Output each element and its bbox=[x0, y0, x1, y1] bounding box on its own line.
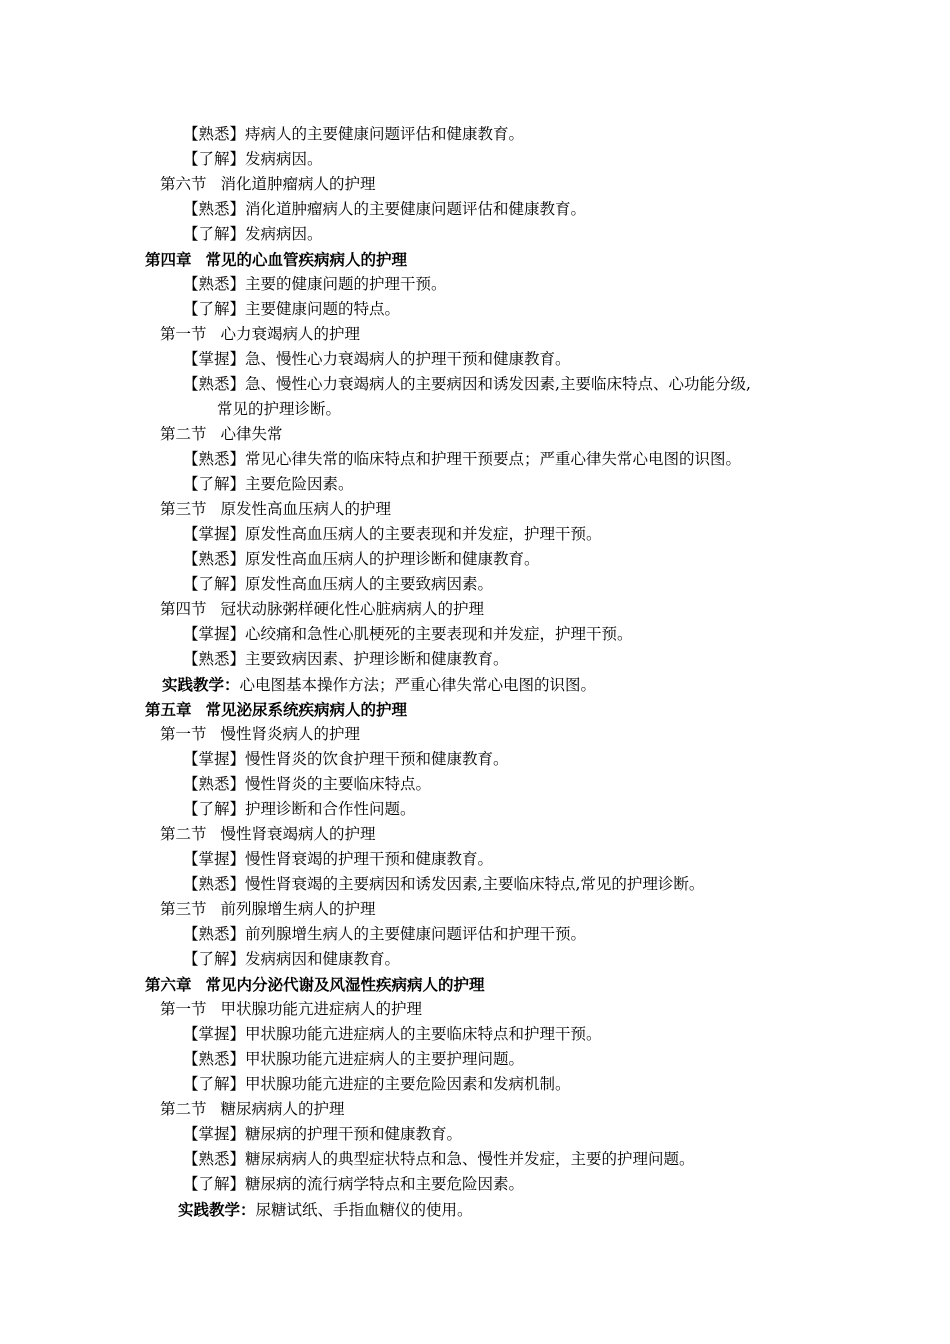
requirement-text: 痔病人的主要健康问题评估和健康教育。 bbox=[245, 125, 525, 143]
section-heading bbox=[0, 322, 950, 347]
requirement-tag: 【熟悉】 bbox=[183, 200, 246, 218]
requirement-text: 护理诊断和合作性问题。 bbox=[245, 800, 416, 818]
requirement-text: 慢性肾衰竭的主要病因和诱发因素,主要临床特点,常见的护理诊断。 bbox=[245, 875, 705, 893]
section-number: 第一节 bbox=[160, 725, 207, 743]
requirement-text: 原发性高血压病人的主要表现和并发症，护理干预。 bbox=[245, 525, 602, 543]
requirement-tag: 【了解】 bbox=[183, 950, 246, 968]
requirement-item bbox=[0, 1147, 950, 1172]
requirement-item bbox=[0, 522, 950, 547]
requirement-tag: 【了解】 bbox=[183, 475, 246, 493]
section-number: 第三节 bbox=[160, 500, 207, 518]
requirement-text: 发病病因和健康教育。 bbox=[245, 950, 401, 968]
requirement-item bbox=[0, 272, 950, 297]
requirement-text: 慢性肾炎的饮食护理干预和健康教育。 bbox=[245, 750, 509, 768]
requirement-tag: 【掌握】 bbox=[183, 350, 246, 368]
requirement-text: 主要的健康问题的护理干预。 bbox=[245, 275, 447, 293]
section-heading bbox=[0, 1097, 950, 1122]
section-heading bbox=[0, 497, 950, 522]
section-number: 第四节 bbox=[160, 600, 207, 618]
document-body bbox=[0, 122, 950, 1222]
requirement-text: 糖尿病病人的典型症状特点和急、慢性并发症，主要的护理问题。 bbox=[245, 1150, 695, 1168]
requirement-text: 急、慢性心力衰竭病人的护理干预和健康教育。 bbox=[245, 350, 571, 368]
requirement-tag: 【掌握】 bbox=[183, 1125, 246, 1143]
section-title: 心力衰竭病人的护理 bbox=[220, 325, 361, 343]
requirement-text: 主要致病因素、护理诊断和健康教育。 bbox=[245, 650, 509, 668]
requirement-tag: 【了解】 bbox=[183, 800, 246, 818]
requirement-tag: 【熟悉】 bbox=[183, 1050, 246, 1068]
requirement-item bbox=[0, 297, 950, 322]
practice-teaching bbox=[0, 1197, 950, 1222]
chapter-heading bbox=[0, 972, 950, 997]
requirement-tag: 【熟悉】 bbox=[183, 650, 246, 668]
section-number: 第二节 bbox=[160, 825, 207, 843]
requirement-tag: 【掌握】 bbox=[183, 625, 246, 643]
requirement-tag: 【了解】 bbox=[183, 1075, 246, 1093]
requirement-tag: 【掌握】 bbox=[183, 750, 246, 768]
chapter-heading bbox=[0, 247, 950, 272]
requirement-tag: 【熟悉】 bbox=[183, 125, 246, 143]
chapter-title: 常见内分泌代谢及风湿性疾病病人的护理 bbox=[205, 975, 485, 994]
section-number: 第二节 bbox=[160, 425, 207, 443]
chapter-title: 常见的心血管疾病病人的护理 bbox=[205, 250, 408, 269]
requirement-tag: 【熟悉】 bbox=[183, 875, 246, 893]
section-number: 第三节 bbox=[160, 900, 207, 918]
requirement-item bbox=[0, 1047, 950, 1072]
practice-text: 心电图基本操作方法；严重心律失常心电图的识图。 bbox=[239, 676, 597, 694]
section-number: 第一节 bbox=[160, 1000, 207, 1018]
section-heading bbox=[0, 597, 950, 622]
section-title: 心律失常 bbox=[220, 425, 283, 443]
requirement-item bbox=[0, 1072, 950, 1097]
section-title: 消化道肿瘤病人的护理 bbox=[220, 175, 376, 193]
requirement-text: 消化道肿瘤病人的主要健康问题评估和健康教育。 bbox=[245, 200, 587, 218]
section-heading bbox=[0, 722, 950, 747]
requirement-tag: 【了解】 bbox=[183, 225, 246, 243]
requirement-text: 糖尿病的护理干预和健康教育。 bbox=[245, 1125, 463, 1143]
section-heading bbox=[0, 172, 950, 197]
requirement-text: 主要危险因素。 bbox=[245, 475, 354, 493]
chapter-title: 常见泌尿系统疾病病人的护理 bbox=[205, 700, 408, 719]
requirement-text: 原发性高血压病人的主要致病因素。 bbox=[245, 575, 494, 593]
requirement-item bbox=[0, 447, 950, 472]
requirement-tag: 【熟悉】 bbox=[183, 550, 246, 568]
requirement-text: 甲状腺功能亢进症病人的主要护理问题。 bbox=[245, 1050, 525, 1068]
practice-label: 实践教学： bbox=[178, 1200, 256, 1219]
section-title: 原发性高血压病人的护理 bbox=[220, 500, 392, 518]
requirement-item bbox=[0, 472, 950, 497]
requirement-text: 甲状腺功能亢进症的主要危险因素和发病机制。 bbox=[245, 1075, 571, 1093]
requirement-item bbox=[0, 772, 950, 797]
requirement-item bbox=[0, 197, 950, 222]
requirement-text: 甲状腺功能亢进症病人的主要临床特点和护理干预。 bbox=[245, 1025, 602, 1043]
requirement-tag: 【了解】 bbox=[183, 575, 246, 593]
requirement-tag: 【熟悉】 bbox=[183, 375, 246, 393]
practice-label: 实践教学： bbox=[162, 675, 240, 694]
requirement-item bbox=[0, 347, 950, 372]
requirement-item bbox=[0, 372, 950, 397]
requirement-item bbox=[0, 922, 950, 947]
requirement-item bbox=[0, 847, 950, 872]
requirement-tag: 【熟悉】 bbox=[183, 925, 246, 943]
section-title: 慢性肾衰竭病人的护理 bbox=[220, 825, 376, 843]
section-heading bbox=[0, 997, 950, 1022]
section-number: 第一节 bbox=[160, 325, 207, 343]
requirement-item bbox=[0, 547, 950, 572]
section-title: 冠状动脉粥样硬化性心脏病病人的护理 bbox=[220, 600, 485, 618]
section-heading bbox=[0, 897, 950, 922]
section-number: 第二节 bbox=[160, 1100, 207, 1118]
requirement-item bbox=[0, 622, 950, 647]
requirement-text: 发病病因。 bbox=[245, 225, 323, 243]
chapter-heading bbox=[0, 697, 950, 722]
requirement-item bbox=[0, 797, 950, 822]
requirement-tag: 【熟悉】 bbox=[183, 450, 246, 468]
section-title: 前列腺增生病人的护理 bbox=[220, 900, 376, 918]
requirement-continuation bbox=[0, 397, 950, 422]
requirement-tag: 【熟悉】 bbox=[183, 775, 246, 793]
requirement-tag: 【掌握】 bbox=[183, 850, 246, 868]
requirement-tag: 【掌握】 bbox=[183, 1025, 246, 1043]
requirement-item bbox=[0, 1122, 950, 1147]
requirement-text: 常见心律失常的临床特点和护理干预要点；严重心律失常心电图的识图。 bbox=[245, 450, 742, 468]
chapter-number: 第四章 bbox=[145, 250, 192, 269]
requirement-text: 常见的护理诊断。 bbox=[217, 400, 342, 418]
section-title: 糖尿病病人的护理 bbox=[220, 1100, 345, 1118]
requirement-text: 慢性肾炎的主要临床特点。 bbox=[245, 775, 432, 793]
requirement-text: 原发性高血压病人的护理诊断和健康教育。 bbox=[245, 550, 540, 568]
requirement-item bbox=[0, 872, 950, 897]
practice-text: 尿糖试纸、手指血糖仪的使用。 bbox=[255, 1201, 473, 1219]
chapter-number: 第五章 bbox=[145, 700, 192, 719]
requirement-item bbox=[0, 647, 950, 672]
requirement-tag: 【了解】 bbox=[183, 150, 246, 168]
requirement-item bbox=[0, 747, 950, 772]
requirement-item bbox=[0, 122, 950, 147]
requirement-text: 主要健康问题的特点。 bbox=[245, 300, 401, 318]
requirement-tag: 【熟悉】 bbox=[183, 1150, 246, 1168]
requirement-text: 慢性肾衰竭的护理干预和健康教育。 bbox=[245, 850, 494, 868]
requirement-item bbox=[0, 147, 950, 172]
requirement-tag: 【熟悉】 bbox=[183, 275, 246, 293]
section-heading bbox=[0, 422, 950, 447]
section-number: 第六节 bbox=[160, 175, 207, 193]
requirement-item bbox=[0, 1172, 950, 1197]
chapter-number: 第六章 bbox=[145, 975, 192, 994]
section-title: 甲状腺功能亢进症病人的护理 bbox=[220, 1000, 423, 1018]
requirement-tag: 【了解】 bbox=[183, 300, 246, 318]
requirement-text: 急、慢性心力衰竭病人的主要病因和诱发因素,主要临床特点、心功能分级, bbox=[245, 375, 751, 393]
requirement-item bbox=[0, 947, 950, 972]
requirement-item bbox=[0, 222, 950, 247]
section-heading bbox=[0, 822, 950, 847]
requirement-tag: 【掌握】 bbox=[183, 525, 246, 543]
requirement-text: 糖尿病的流行病学特点和主要危险因素。 bbox=[245, 1175, 525, 1193]
requirement-text: 心绞痛和急性心肌梗死的主要表现和并发症，护理干预。 bbox=[245, 625, 633, 643]
requirement-item bbox=[0, 572, 950, 597]
section-title: 慢性肾炎病人的护理 bbox=[220, 725, 361, 743]
requirement-tag: 【了解】 bbox=[183, 1175, 246, 1193]
practice-teaching bbox=[0, 672, 950, 697]
requirement-text: 发病病因。 bbox=[245, 150, 323, 168]
requirement-text: 前列腺增生病人的主要健康问题评估和护理干预。 bbox=[245, 925, 587, 943]
requirement-item bbox=[0, 1022, 950, 1047]
